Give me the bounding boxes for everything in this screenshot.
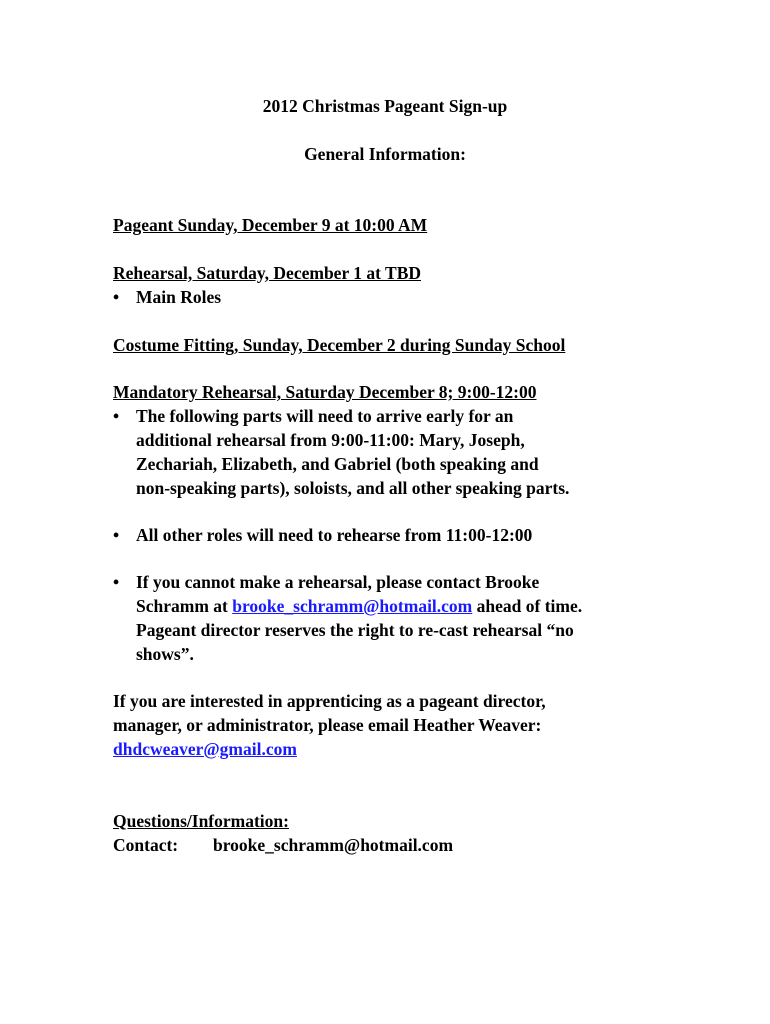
bullet-icon: •: [113, 406, 120, 426]
mandatory-bullet2: All other roles will need to rehearse from 11:00-12:00: [136, 525, 533, 545]
pageant-heading: Pageant Sunday, December 9 at 10:00 AM: [113, 215, 428, 235]
line2-prefix: Schramm at: [136, 596, 233, 616]
mandatory-bullet1-line3: Zechariah, Elizabeth, and Gabriel (both speaking and: [136, 454, 539, 474]
contact-value: brooke_schramm@hotmail.com: [213, 835, 454, 855]
apprentice-line1: If you are interested in apprenticing as a pageant director,: [113, 691, 546, 711]
bullet-icon: •: [113, 287, 120, 307]
rehearsal-heading: Rehearsal, Saturday, December 1 at TBD: [113, 263, 422, 283]
mandatory-bullet1-line1: The following parts will need to arrive early for an: [136, 406, 514, 426]
apprentice-email-row: [113, 737, 297, 761]
questions-heading: Questions/Information:: [113, 811, 289, 831]
mandatory-bullet3-line3: Pageant director reserves the right to re-cast rehearsal “no: [136, 620, 574, 640]
apprentice-line2: manager, or administrator, please email Heather Weaver:: [113, 715, 542, 735]
mandatory-bullet3-line1: If you cannot make a rehearsal, please contact Brooke: [136, 572, 540, 592]
brooke-email-link[interactable]: brooke_schramm@hotmail.com: [232, 596, 473, 616]
document-title: 2012 Christmas Pageant Sign-up: [262, 96, 508, 116]
contact-label: Contact:: [113, 835, 179, 855]
line2-suffix: ahead of time.: [472, 596, 583, 616]
rehearsal-bullet: Main Roles: [136, 287, 222, 307]
mandatory-heading: Mandatory Rehearsal, Saturday December 8; 9:00-12:00: [113, 382, 537, 402]
mandatory-bullet1-line4: non-speaking parts), soloists, and all other speaking parts.: [136, 478, 570, 498]
costume-heading: Costume Fitting, Sunday, December 2 during Sunday School: [113, 335, 566, 355]
mandatory-bullet3-line4: shows”.: [136, 644, 194, 664]
mandatory-bullet3-line2: [136, 594, 582, 618]
mandatory-bullet1-line2: additional rehearsal from 9:00-11:00: Mary, Joseph,: [136, 430, 525, 450]
heather-email-link[interactable]: dhdcweaver@gmail.com: [113, 739, 297, 759]
document-subtitle: General Information:: [304, 144, 466, 164]
bullet-icon: •: [113, 525, 120, 545]
bullet-icon: •: [113, 572, 120, 592]
